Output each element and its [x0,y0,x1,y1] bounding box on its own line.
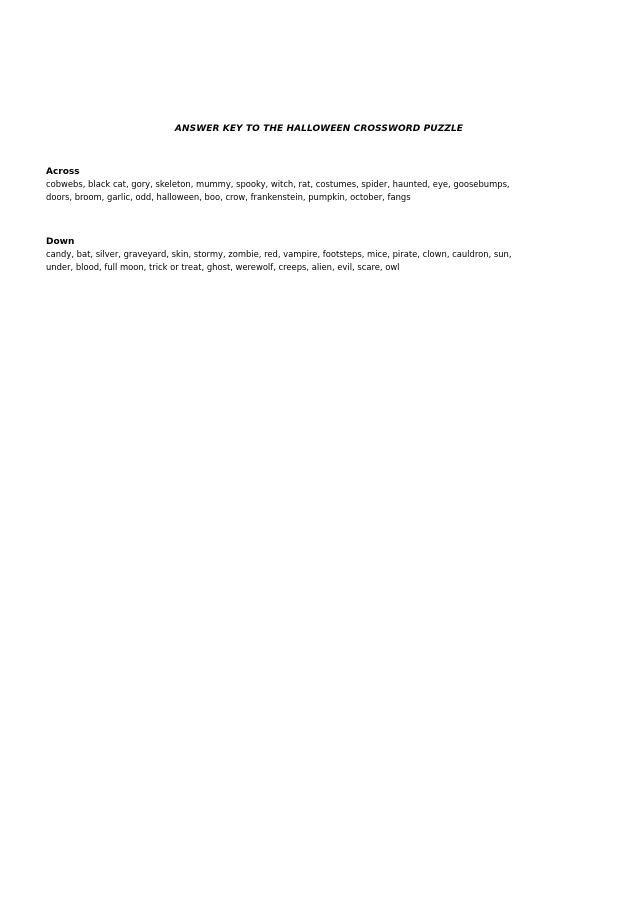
across-section [46,166,594,203]
page-title: ANSWER KEY TO THE HALLOWEEN CROSSWORD PUZZLE [174,124,464,134]
down-section [46,236,594,273]
down-heading: Down [46,237,75,247]
down-answers-line-2: under, blood, full moon, trick or treat, ghost, werewolf, creeps, alien, evil, scare, owl [46,261,400,272]
down-answers-line-1: candy, bat, silver, graveyard, skin, stormy, zombie, red, vampire, footsteps, mice, pirate, clown, cauldron, sun, [46,249,512,259]
across-heading: Across [46,167,80,177]
across-answers-line-1: cobwebs, black cat, gory, skeleton, mummy, spooky, witch, rat, costumes, spider, haunted, eye, goosebumps, [46,179,510,189]
across-answers-line-2: doors, broom, garlic, odd, halloween, boo, crow, frankenstein, pumpkin, october, fangs [46,191,411,202]
